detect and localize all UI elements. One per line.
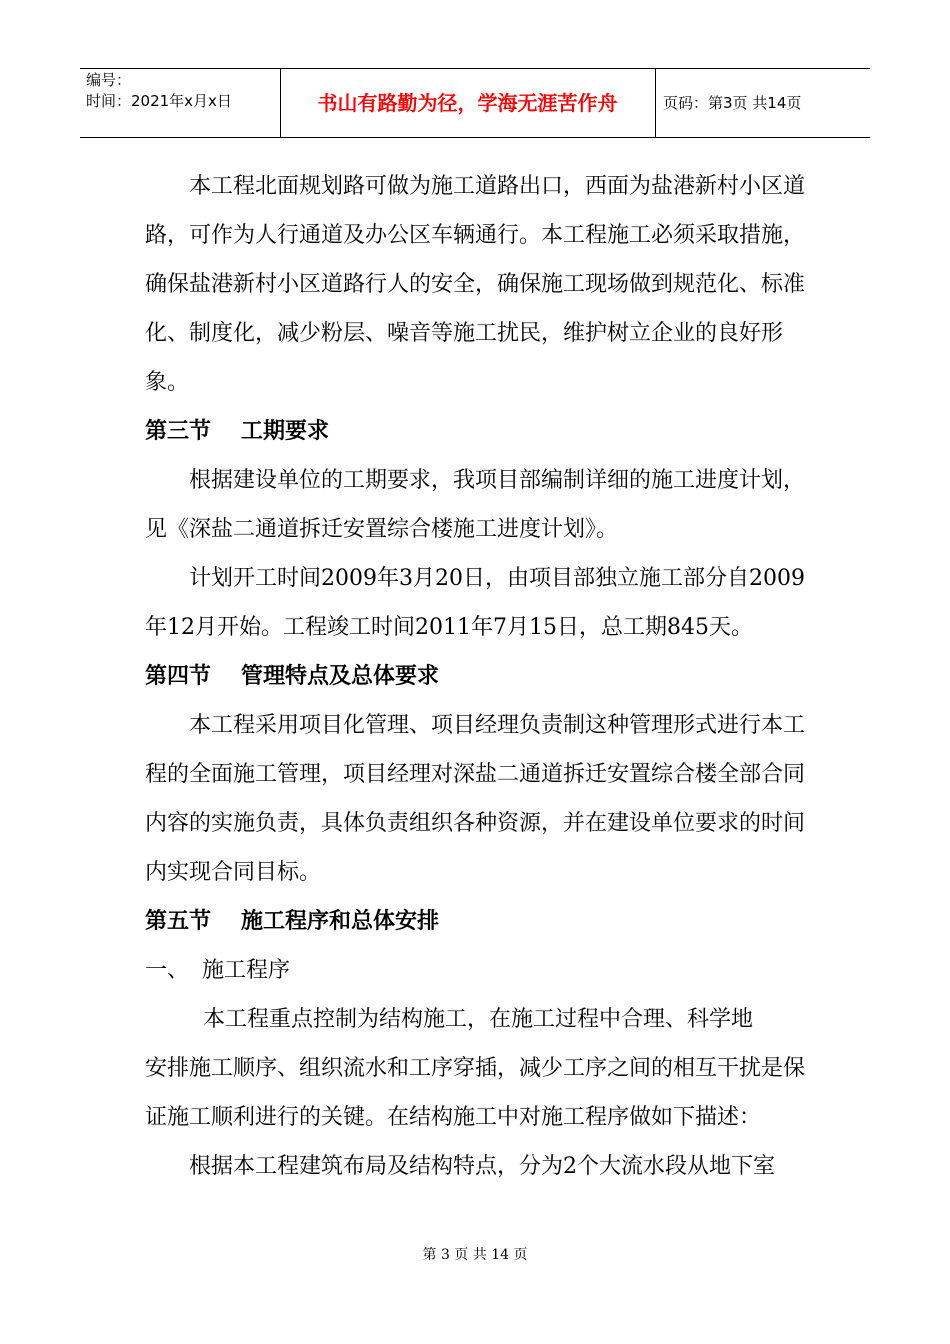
subsection-number: 一、 — [145, 958, 190, 983]
document-body — [145, 162, 815, 1191]
section-heading-procedure — [145, 897, 815, 946]
section-title: 施工程序和总体安排 — [241, 909, 440, 934]
page-header — [80, 68, 870, 138]
document-date-label: 时间：2021年x月x日 — [86, 92, 232, 110]
paragraph-management: 本工程采用项目化管理、项目经理负责制这种管理形式进行本工程的全面施工管理，项目经理对深盐二通道拆迁安置综合楼全部合同内容的实施负责，具体负责组织各种资源，并在建设单位要求的时间内实现合同目标。 — [145, 713, 806, 885]
section-number: 第五节 — [145, 909, 212, 934]
paragraph-flow-sections: 根据本工程建筑布局及结构特点，分为2个大流水段从地下室 — [189, 1154, 775, 1179]
subsection-title: 施工程序 — [202, 958, 291, 983]
paragraph-schedule-dates: 计划开工时间2009年3月20日，由项目部独立施工部分自2009年12月开始。工程竣工时间2011年7月15日，总工期845天。 — [145, 566, 805, 640]
header-meta-cell — [80, 69, 281, 137]
section-title: 工期要求 — [241, 419, 330, 444]
section-number: 第四节 — [145, 664, 212, 689]
section-heading-management — [145, 652, 815, 701]
page-footer: 第 3 页 共 14 页 — [422, 1247, 528, 1263]
paragraph-procedure-intro: 本工程重点控制为结构施工，在施工过程中合理、科学地 — [203, 1007, 754, 1032]
section-number: 第三节 — [145, 419, 212, 444]
header-motto: 书山有路勤为径，学海无涯苦作舟 — [280, 69, 656, 137]
section-heading-schedule — [145, 407, 815, 456]
paragraph-schedule-plan: 根据建设单位的工期要求，我项目部编制详细的施工进度计划，见《深盐二通道拆迁安置综合楼施工进度计划》。 — [145, 468, 806, 542]
paragraph-site-access: 本工程北面规划路可做为施工道路出口，西面为盐港新村小区道路，可作为人行通道及办公区车辆通行。本工程施工必须采取措施，确保盐港新村小区道路行人的安全，确保施工现场做到规范化、标准化、制度化，减少粉层、噪音等施工扰民，维护树立企业的良好形象。 — [145, 174, 806, 395]
paragraph-procedure-detail: 安排施工顺序、组织流水和工序穿插，减少工序之间的相互干扰是保证施工顺利进行的关键。在结构施工中对施工程序做如下描述： — [145, 1056, 806, 1130]
header-page-info: 页码：第3页 共14页 — [663, 94, 802, 112]
document-number-label: 编号： — [86, 71, 132, 89]
section-title: 管理特点及总体要求 — [241, 664, 440, 689]
subsection-heading — [145, 946, 815, 995]
